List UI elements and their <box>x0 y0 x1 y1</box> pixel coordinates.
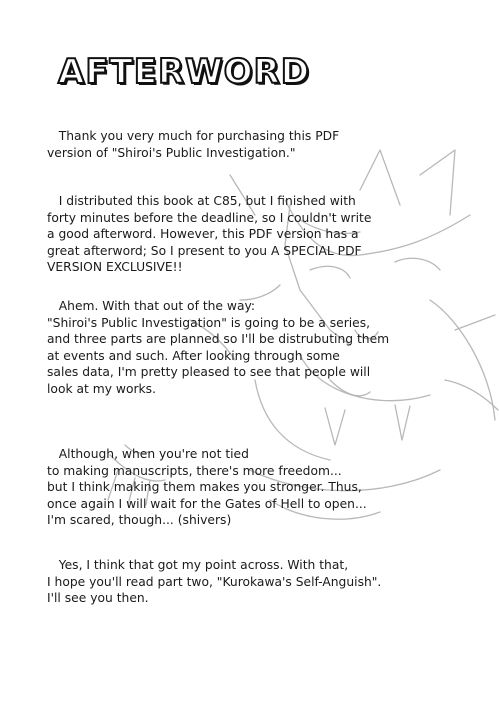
page-title: AFTERWORD <box>58 52 310 92</box>
paragraph-closing: Yes, I think that got my point across. With that, I hope you'll read part two, "Kurokawa's Self-Anguish". I'll see you then. <box>47 558 382 606</box>
sketch-stroke <box>395 405 410 440</box>
sketch-stroke <box>325 408 345 445</box>
paragraph-distribution: I distributed this book at C85, but I finished with forty minutes before the deadline, so I couldn't write a good afterword. However, this PDF version has a great afterword; So I present to you A SPECIAL PDF VERSION EXCLUSIVE!! <box>47 194 372 275</box>
paragraph-series: Ahem. With that out of the way: "Shiroi's Public Investigation" is going to be a series, and three parts are planned so I'll be distrubuting them at events and such. After looking through some sales data, I'm pretty pleased to see that people will look at my works. <box>47 299 390 396</box>
paragraph-thanks: Thank you very much for purchasing this PDF version of "Shiroi's Public Investigation." <box>47 129 340 160</box>
paragraph-freedom: Although, when you're not tied to making manuscripts, there's more freedom... but I think making them makes you stronger. Thus, once again I will wait for the Gates of Hell to open... I'm scared, though... (shivers) <box>47 447 367 528</box>
